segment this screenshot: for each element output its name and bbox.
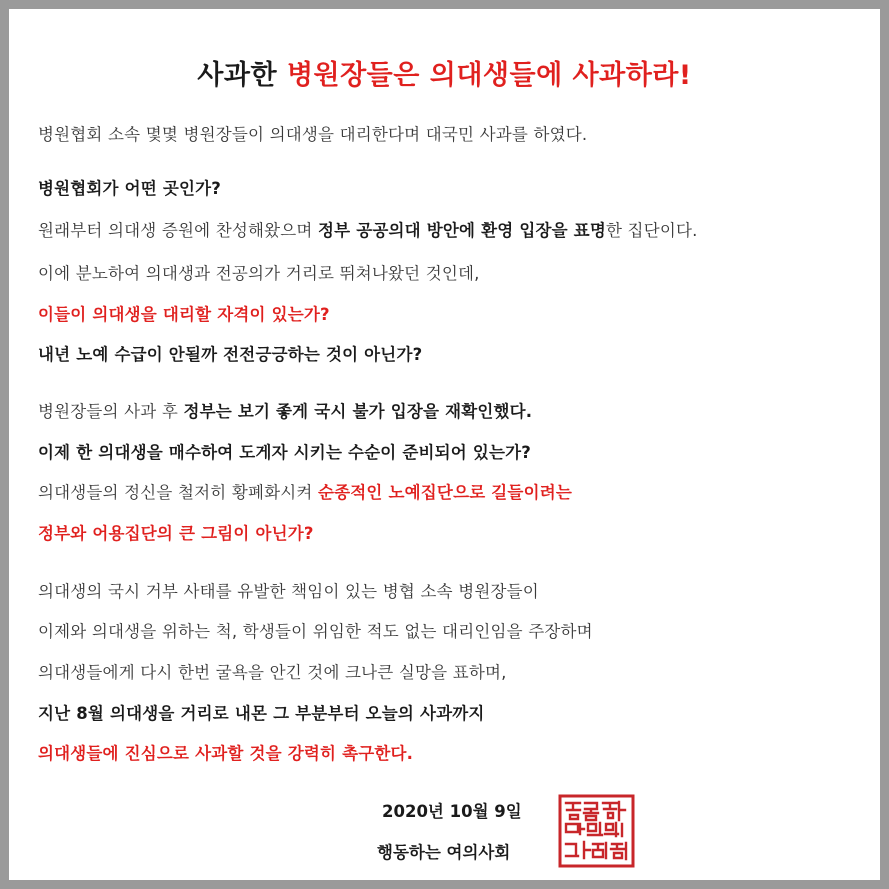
p3-line-3a: 의대생들의 정신을 철저히 황폐화시켜 [38, 483, 319, 502]
title-black: 사과한 [197, 60, 287, 91]
title-red: 병원장들은 의대생들에 사과하라! [286, 60, 692, 91]
p4-line-4: 지난 8월 의대생을 거리로 내몬 그 부분부터 오늘의 사과까지 [38, 704, 485, 723]
statement-card [9, 9, 880, 880]
p3-line-2: 이제 한 의대생을 매수하여 도게자 시키는 수순이 준비되어 있는가? [38, 443, 532, 462]
p4-line-3: 의대생들에게 다시 한번 굴욕을 안긴 것에 크나큰 실망을 표하며, [38, 663, 507, 682]
signature-org: 행동하는 여의사회 [377, 843, 511, 862]
p2-line-5: 내년 노예 수급이 안될까 전전긍긍하는 것이 아닌가? [38, 345, 423, 364]
p2-line-3: 이에 분노하여 의대생과 전공의가 거리로 뛰쳐나왔던 것인데, [38, 264, 480, 283]
p2-line-2c: 한 집단이다. [605, 221, 698, 240]
intro-line: 병원협회 소속 몇몇 병원장들이 의대생을 대리한다며 대국민 사과를 하였다. [38, 125, 588, 144]
page-title [9, 53, 880, 92]
p3-line-4: 정부와 어용집단의 큰 그림이 아닌가? [38, 524, 314, 543]
organization-seal [558, 794, 635, 868]
p2-line-2b: 정부 공공의대 방안에 환영 입장을 표명 [318, 221, 606, 240]
p2-line-4: 이들이 의대생을 대리할 자격이 있는가? [38, 305, 330, 324]
p3-line-1 [38, 398, 532, 422]
p4-line-2: 이제와 의대생을 위하는 척, 학생들이 위임한 적도 없는 대리인임을 주장하며 [38, 622, 593, 641]
p3-line-3 [38, 479, 572, 503]
p2-line-2 [38, 217, 698, 241]
p4-line-5: 의대생들에 진심으로 사과할 것을 강력히 촉구한다. [38, 744, 414, 763]
p2-line-1: 병원협회가 어떤 곳인가? [38, 179, 222, 198]
p2-line-2a: 원래부터 의대생 증원에 찬성해왔으며 [38, 221, 319, 240]
p3-line-1a: 병원장들의 사과 후 [38, 402, 184, 421]
p4-line-1: 의대생의 국시 거부 사태를 유발한 책임이 있는 병협 소속 병원장들이 [38, 582, 539, 601]
p3-line-1b: 정부는 보기 좋게 국시 불가 입장을 재확인했다. [183, 402, 533, 421]
p3-line-3b: 순종적인 노예집단으로 길들이려는 [318, 483, 572, 502]
signature-date: 2020년 10월 9일 [382, 802, 522, 821]
